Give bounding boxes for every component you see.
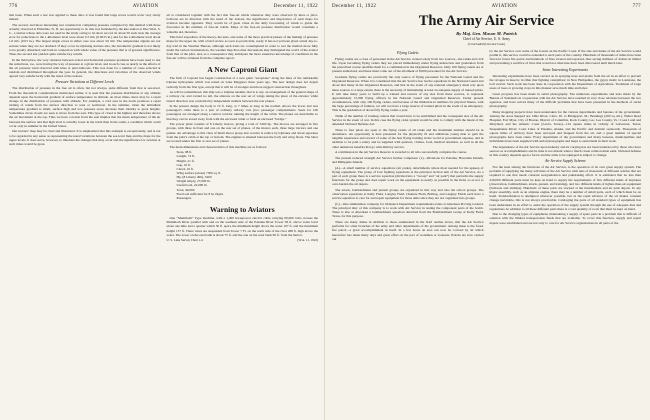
paragraph: One “Mammoth” Type machine, with a 1,400 horsepower electric cable carrying 60,000 volts crosses the Mammoth River parallel with and on the southern side of the Panama River Tower 58 ft. above water level about one mile and a quarter which 50 ft. apart, the minimum height above the water 107 ft. and the maximum height 137 ft. There wires are suspended from Tower 7 Ft. on the north side of the river 288 ft. high above the water. The tower on the east bank is about 75 ft. and the one on the west bank 90 ft. from the harbor. — [166, 216, 318, 237]
section-subheading: Flying Cadets — [397, 51, 419, 55]
right-columns — [332, 49, 641, 242]
article-heading-warning: Warning to Aviators — [209, 205, 275, 215]
left-running-head — [9, 4, 318, 10]
paragraph: The present reduced strength Air Service further comprises: (1)—Divisions for Panama, Hawaiian Islands, and Philippine Islands. — [332, 155, 484, 165]
credit-ref: (W.A. 11, 1922) — [297, 238, 318, 243]
article-heading-caproni: A New Caproni Giant — [207, 65, 278, 75]
paragraph: by the Air Service over some of the forests on the Pacific Coast. If the size and duties of the Air Service would permit it, this service could be extended to such parts of the country. Hundreds of thousands of miles have been flown in forest fire patrol and hundreds of fires located and reported, thus saving millions of dollars in timber and preventing a sacrifice of lives that would not otherwise have been discovered until much later. — [489, 49, 641, 66]
spec-item: Chord, 10 ft. — [176, 166, 194, 171]
spec-item: Fuel load sufficient for 8 hr. flight. — [176, 191, 224, 196]
spec-item: Weight empty, 27,000 lb. — [176, 179, 211, 184]
paragraph: Graduate flying cadets are practically the only source of flying personnel for the National Guard and the Organized Reserves. When it is considered that the Air Service has twelve squadrons in the National Guard and about that many in the Organized Reserves, and that in the event of any national emergency must rely upon these sources to a large extent, there is the necessity of maintaining at least an adequate supply of trained pilots. It will take many years to build up a trained and reserve of any size from these sources, to represent approximately 15,000 flying officers in the National Guard and Organized Reserves. Under present circumstances, with only 100 flying cadets, and because of the limitation in numbers for physical fitness, with the large percentage of failures, we will not have a large reserve of trained pilots in the event of an emergency. This is the graduation of about fifty flying cadets a year. — [332, 75, 484, 113]
paragraph: Three to four pilots are open to the flying cadets of all ranks and the maximum number should be in attendance. An opportunity is here presented for the physically fit and ambitious young man to gain the tangible experience and reward of some of the best flying training in the world at government expense, and in addition to be paid a salary and be supplied with quarters, clothes, food, medical attention, as well as all the other numerous benefits that go with military service. — [332, 128, 484, 149]
right-page — [325, 0, 650, 420]
paragraph: The attack, bombardment and pursuit groups are organized in this way and also the school groups. The observation squadrons at Kelly Field, Langley Field, Chanute Field, Bolling, and Langley Fields each have a service squadron to care for and repair equipment for those units since they are not organized into groups. — [332, 188, 484, 201]
left-column-2 — [167, 13, 319, 242]
paragraph: The distribution of pressure in the free air is often, but not always, quite different from that at sea-level. From the theoretical considerations mentioned earlier, it is seen that the pressure distribution at any altitude depends upon the horizontal gradient of surface temperature in altitude. At most times, there may be a rapid change in the distribution of pressure with altitude. For example, a cold area in the north produces a rapid turning of winds from the surface direction to west or northwest. In the summer, when the latitudinal temperature gradient is small, surface high and low pressure areas decrease their identity to great heights. Sometimes cirrus clouds are seen to move from the east. This type of cloud is the highest and therefore shows the air movement at the top. Thus we have a notion from the east implies that the mean temperature of the air between the surface and that high level is actually lower in the north than in the south, a condition which could occur only in summer in the United States. — [9, 86, 161, 128]
right-issue-date: December 11, 1922 — [332, 4, 377, 9]
paragraph: Not the least among the functions of the Air Service, is the operation of its own great supply system. The problem of supplying the many activities of the Air Service with tens of thousands of different articles that are required is one that needs constant reorganization and painstaking effort. It is estimated that no less than 220,000 different parts must be kept on hand to supply the requirements of five different kinds of airplanes (observation, bombardment, attack, pursuit, and training), and two different kinds of lighter-than-air equipment (balloons and airships). Hundreds of these parts are stocked at the intermediate and air park depots. In any major assembly, such as an airplane engine, there may be a number of small parts, each of which must be on hand. Standardization is attempted wherever possible, but as the rapid advance of the art makes constant change inevitable, this is not always practicable. Cataloging the parts of all standard types of equipment has been undertaken in an effort to assist the operation of the supply system through the use of adequate lists and regulations. In addition to all these different parts there is a vast quantity of tools that must be kept on hand. — [489, 165, 641, 211]
paragraph: A commission in the Air Service Reserve is awarded to all who successfully complete the course. — [335, 150, 468, 155]
paragraph: The main dimensions and characteristics of this machine are as follows: — [169, 144, 268, 149]
paragraph: The dependence of the Air Service upon industry and its varying has not been understood by those who have seen us as accomplishments and its time is not distant when a much closer relation must exist. National defense in this country depends upon a factor and the arms to be equipped is subject to change. — [489, 144, 641, 157]
specifications-list — [177, 150, 319, 200]
paragraph: The firm of Caproni has begun construction of a new giant “aeroplane” along the lines of the remarkable triplane hydroplane which was tested on Lake Maggiore three years ago. The new design does not depart radically from the first type, except that it will be of stronger and more rugged construction throughout. — [166, 76, 318, 89]
spec-item: Wing surface (about) 7500 sq. ft. — [176, 171, 222, 175]
left-columns — [9, 13, 318, 242]
paragraph: (C)—One ammunition company for Ordnance Department requirements exists at Aberdeen Proving Ground. The principal duty of this company is to work with Air Service in testing the component parts of the bomb. There is also at Aberdeen a bombardment squadron detached from the Bombardment Group at Kelly Field, Texas, for this purpose. — [332, 202, 484, 219]
right-journal-name: AVIATION — [491, 4, 518, 9]
paragraph: In the third place, the very relations between actual and horizontal pressure gradients have been used to test the reductions, too, were having the way of pressure at a given level, and in each case as nearly as the effects of the air pressure wind observed with kites or pilot-balloons. This was done for a number of cases selected at random and distributed throughout the year. In general, the directions and velocities of the observed winds agreed very satisfactorily with the trend of the isobars. — [9, 57, 161, 79]
right-column-1 — [332, 49, 484, 242]
spec-item: Height, 21 ft. — [176, 158, 195, 163]
left-page-number: 776 — [9, 4, 18, 9]
continuation-note: (Concluded from last issue) — [467, 41, 506, 46]
paragraph: The second, and more interesting test consisted in comparing pressure computed by this method with those actually observed at Ellendale, N. D. An opportunity to do this was furnished by the kite station at Due West, S. C., a station whose data were not used in the study owing to its short record. In about 50 such tests the average error for reductions to the 1-kilometer level were about 0.5 mb. (0.0015 in.) and for the 2-kilometer level about 1.0 mb. (0.03 in.). The largest single errors in either case was about 3.0 mb. The temperature signals are not serious when they are not doubled. If they occur in adjoining stations also, the barometric gradient is not likely to be greatly disturbed; and both in connection with whole value of the pressure that is of greatest significance. Thus, the second test yielded quite satisfactory results. — [9, 22, 161, 56]
paragraph: Flying cadets are a class of personnel in the Air Service created solely from two sources—the ranks and civil life. Upon becoming flying cadets they are placed immediately under flying instruction and graduation from the prescribed course qualifies them for a commission in the Organized Reserves. Only 100 flying cadets are at present authorized, and these must come out of the allotment of 8,000 personnel for the Air Service. — [332, 57, 484, 74]
spec-item: Span, 98 ft. — [176, 150, 193, 155]
right-column-2 — [490, 49, 642, 242]
paragraph: There are many duties in addition to those enumerated in the brief outline above, that the Air Service performs for other branches of the army and other departments of the government. Among these is the forest fire patrol—a great accomplishment in itself. In a few hours an area can now be covered by air which heretofore has taken many days and great effort on the part of workmen or lookouts. Patrols are now carried out — [332, 220, 484, 241]
section-subheading: Air Service Supply Scheme — [544, 159, 586, 164]
spec-item: Passengers — [176, 195, 192, 200]
paragraph: air is considered together with the fact that free-air winds whenever they were observed by kites or pilot-balloons are in direction with the trend of the isobars, the significance and importance of such maps for aviation become apparent. They would be of great value in the daily forecasting of winds to guide the forecaster in his estimate of free-air winds. Maps of the free-air pressure distribution would constitute a valuable aid, therefore. — [166, 13, 318, 34]
credit-source: U. S. Lake Survey Chart 1-4 — [166, 238, 203, 243]
spec-item: Useful load, 22,000 lb. — [176, 183, 208, 188]
paragraph: that none. When such a test was applied to these data, it was found that large errors would occur very rarely indeed. — [9, 13, 161, 22]
spec-item: Hp. (8 Liberty 400), 3200 — [176, 175, 212, 180]
paragraph: The power plant consists of 8 Liberty motors, giving a total of 3200 hp. The motors are arranged in five groups, with three in front and one on the rear set of planes, of the motors each, three large tractors and one pusher. An advantage to this class of multi motor group also receive is reduce by triplanes and about separates from the pilot's cabin at the top or bottom. The engines is situated between the body and wing floats. The latter are located under the first or rear set of planes. — [166, 122, 318, 143]
author-title: Chief of Air Service, U. S. Army — [462, 37, 511, 41]
paragraph: (A)—A small number of service squadrons (air parks), detachments where most needed for the upkeep of flying equipment. The group of four fighting squadrons is the principal tactical unit of the Air Service. As a part of each group there is a service squadron (divided into a “Group” and “air park”) that performs the supply functions for the group and does repair work on the equipment as nearly as possible in the field, so as not to over-burden the air depots. — [332, 165, 484, 187]
spec-item: Length, 74 ft. — [176, 154, 195, 159]
left-issue-date: December 11, 1922 — [273, 4, 318, 9]
chart-credit — [167, 238, 319, 242]
paragraph: Many mapping projects have been undertaken for the various departments and bureaus of the government. Among the areas mapped are: Ohio River, Cairo, Ill. to Bridgeport, Ill.; Bennings (200 sq. mi.), Walter Reed Hospital, Fort Myer, City of Boston, District of Columbia, Rock County, Ga.; Lee County, Va.; Coast Land and Maryland, and the Atlantic Coast (Lewis, Texas)—191 square miles in vicinity of Galveston, Texas; Susquehanna River; Coast Lines of Panama, Alaska, and the Pacific and Atlantic seaboards. Thousands of square miles of territory have been surveyed and mapped from the air, and a great number of special photographs have been taken. Every department of the government and many bureaus, municipalities and individuals have been supplied with aerial photographs and maps to assist them in their work. — [489, 109, 641, 143]
paragraph: Interesting experiments have been carried on in spraying trees and plants from the air in an effort to prevent the ravages in insects; in Ohio that fighting caterpillars; in New Hampshire, the gypsy moth; in Louisiana, the boll weevil. Such work has been done in cooperation with the Department of Agriculture. Treatment of large areas of trees or growing crops in this manner save much time and labor. — [489, 73, 641, 91]
section-subheading: Some Interesting Experiments — [542, 67, 588, 72]
paragraph: Great progress has been made in aerial photography. The numerous experiments and tests made by the Bureau of Standards in cooperation with the Air Service have resulted in very close relations between the two agencies, and have solved many of the difficult problems that have been presented in the methods of aerial photography. — [489, 91, 641, 109]
paragraph: Think of the number of training centers that would have to be established and the consequent size of the Air Service in the event of war. In this case the flying cadet system would be able to comply with the intent of the amended National Defense Act. — [332, 114, 484, 127]
right-page-number: 777 — [632, 4, 641, 9]
paragraph: In the present design the body is 74 ft. long, or 7 times as long as the normal. Above the lower and rear passenger's cabin there is a pair of ordinary railway cars (two passenger compartments. Seats for 100 passengers are arranged along a central corridor running the length of the cabin. The planes are detachable so that they can be stored away from with the enclosed cabin or form an enclosed “bridge.” — [166, 104, 318, 121]
paragraph: As will be remembered, this ship was a triplane tandem, that is to say, an arrangement of the general shape of a railway car, and carried no tail, the ailerons on the rear set of wings taking the place of the elevator while lateral direction was controlled by independent rudders between the rear planes. — [166, 90, 318, 103]
left-journal-name: AVIATION — [132, 4, 159, 9]
left-column-1 — [9, 13, 161, 242]
spec-item: Total, 49,000 — [176, 187, 195, 192]
right-running-head — [332, 4, 641, 10]
article-byline: By Maj. Gen. Mason M. Patrick — [456, 31, 517, 36]
section-subheading: Pressure Variations at Different Levels — [55, 80, 115, 85]
spec-item: Gap, 10 ft. — [176, 162, 192, 167]
paragraph: This brief exposition of the theory, the tests, and some of the more practical phases of the making of pressure maps for the upper air, with a brief review as soon as practicable, ready. It has not yet been given actual day-to-day trial in the Weather Bureau, although such trials are contemplated in order to test the method more fully under the varied circumstances, the weather map that other discussions may distinguish the world of the aviator from that of the pilot, and, as a consequence they anticipate the more extensive knowledge of conditions in the free-air will be obtained from the complete report. — [166, 35, 318, 61]
article-title: The Army Air Service — [418, 13, 555, 29]
paragraph: Due to the changing types of equipment, maintaining a supply of spare parts in a problem that is difficult of solution with the limited transportation funds that are available. To cover this function, supply and repair depots were established and are not only to care for Air Service organizations in all parts of the — [489, 212, 641, 225]
paragraph: Our isobaric map may be cited and illustrated. It is emphasized that this example is exceptionally, and is not to be regarded in any sense as representing the usual variations between the sea-level map and the maps for the upper levels. It does serve, however, to illustrate the changes that may occur and the significance for aviation at such times would be great. — [9, 129, 161, 146]
